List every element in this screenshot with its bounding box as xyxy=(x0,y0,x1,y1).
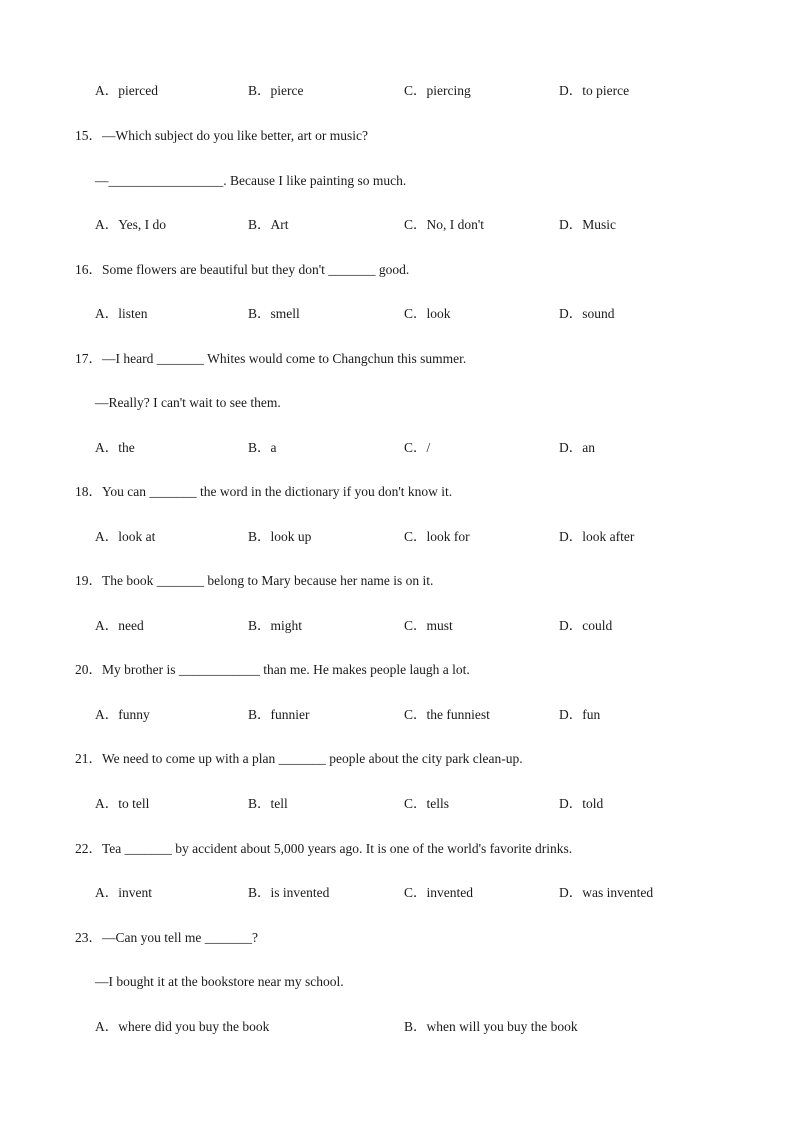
option-b[interactable]: B．pierce xyxy=(248,83,304,98)
question-stem: 23．—Can you tell me _______? xyxy=(75,930,258,945)
option-a[interactable]: A．listen xyxy=(95,306,148,321)
option-c[interactable]: C．must xyxy=(404,618,453,633)
option-d[interactable]: D．was invented xyxy=(559,885,654,900)
option-d[interactable]: D．could xyxy=(559,618,613,633)
option-b[interactable]: B．smell xyxy=(248,306,300,321)
question-stem: 17．—I heard _______ Whites would come to Changchun this summer. xyxy=(75,351,467,366)
option-b[interactable]: B．a xyxy=(248,440,277,455)
option-b[interactable]: B．Art xyxy=(248,217,289,232)
option-a[interactable]: A．to tell xyxy=(95,796,150,811)
option-c[interactable]: C．invented xyxy=(404,885,473,900)
option-c[interactable]: C．the funniest xyxy=(404,707,490,722)
option-c[interactable]: C．piercing xyxy=(404,83,471,98)
option-a[interactable]: A．need xyxy=(95,618,144,633)
dialogue-reply: —_________________. Because I like painting so much. xyxy=(95,173,407,188)
option-c[interactable]: C．No, I don't xyxy=(404,217,485,232)
option-b[interactable]: B．tell xyxy=(248,796,288,811)
question-stem: 19．The book _______ belong to Mary because her name is on it. xyxy=(75,573,434,588)
option-a[interactable]: A．Yes, I do xyxy=(95,217,167,232)
question-stem: 18．You can _______ the word in the dictionary if you don't know it. xyxy=(75,484,453,499)
option-d[interactable]: D．to pierce xyxy=(559,83,630,98)
option-a[interactable]: A．look at xyxy=(95,529,156,544)
option-c[interactable]: C．look xyxy=(404,306,451,321)
option-b[interactable]: B．might xyxy=(248,618,303,633)
option-d[interactable]: D．fun xyxy=(559,707,601,722)
option-b[interactable]: B．look up xyxy=(248,529,312,544)
question-stem: 20．My brother is ____________ than me. He makes people laugh a lot. xyxy=(75,662,470,677)
option-b[interactable]: B．is invented xyxy=(248,885,330,900)
option-a[interactable]: A．funny xyxy=(95,707,150,722)
option-d[interactable]: D．look after xyxy=(559,529,635,544)
option-b[interactable]: B．when will you buy the book xyxy=(404,1019,578,1034)
option-a[interactable]: A．where did you buy the book xyxy=(95,1019,270,1034)
dialogue-reply: —I bought it at the bookstore near my school. xyxy=(95,974,344,989)
dialogue-reply: —Really? I can't wait to see them. xyxy=(95,395,281,410)
option-c[interactable]: C．look for xyxy=(404,529,470,544)
option-d[interactable]: D．an xyxy=(559,440,595,455)
question-stem: 21．We need to come up with a plan _______ people about the city park clean-up. xyxy=(75,751,523,766)
option-d[interactable]: D．Music xyxy=(559,217,616,232)
option-c[interactable]: C．/ xyxy=(404,440,431,455)
option-a[interactable]: A．pierced xyxy=(95,83,158,98)
question-stem: 16．Some flowers are beautiful but they don't _______ good. xyxy=(75,262,410,277)
option-a[interactable]: A．invent xyxy=(95,885,152,900)
option-d[interactable]: D．sound xyxy=(559,306,615,321)
option-b[interactable]: B．funnier xyxy=(248,707,310,722)
option-c[interactable]: C．tells xyxy=(404,796,450,811)
question-stem: 15．—Which subject do you like better, art or music? xyxy=(75,128,369,143)
question-stem: 22．Tea _______ by accident about 5,000 years ago. It is one of the world's favorite drinks. xyxy=(75,841,573,856)
option-a[interactable]: A．the xyxy=(95,440,135,455)
option-d[interactable]: D．told xyxy=(559,796,604,811)
